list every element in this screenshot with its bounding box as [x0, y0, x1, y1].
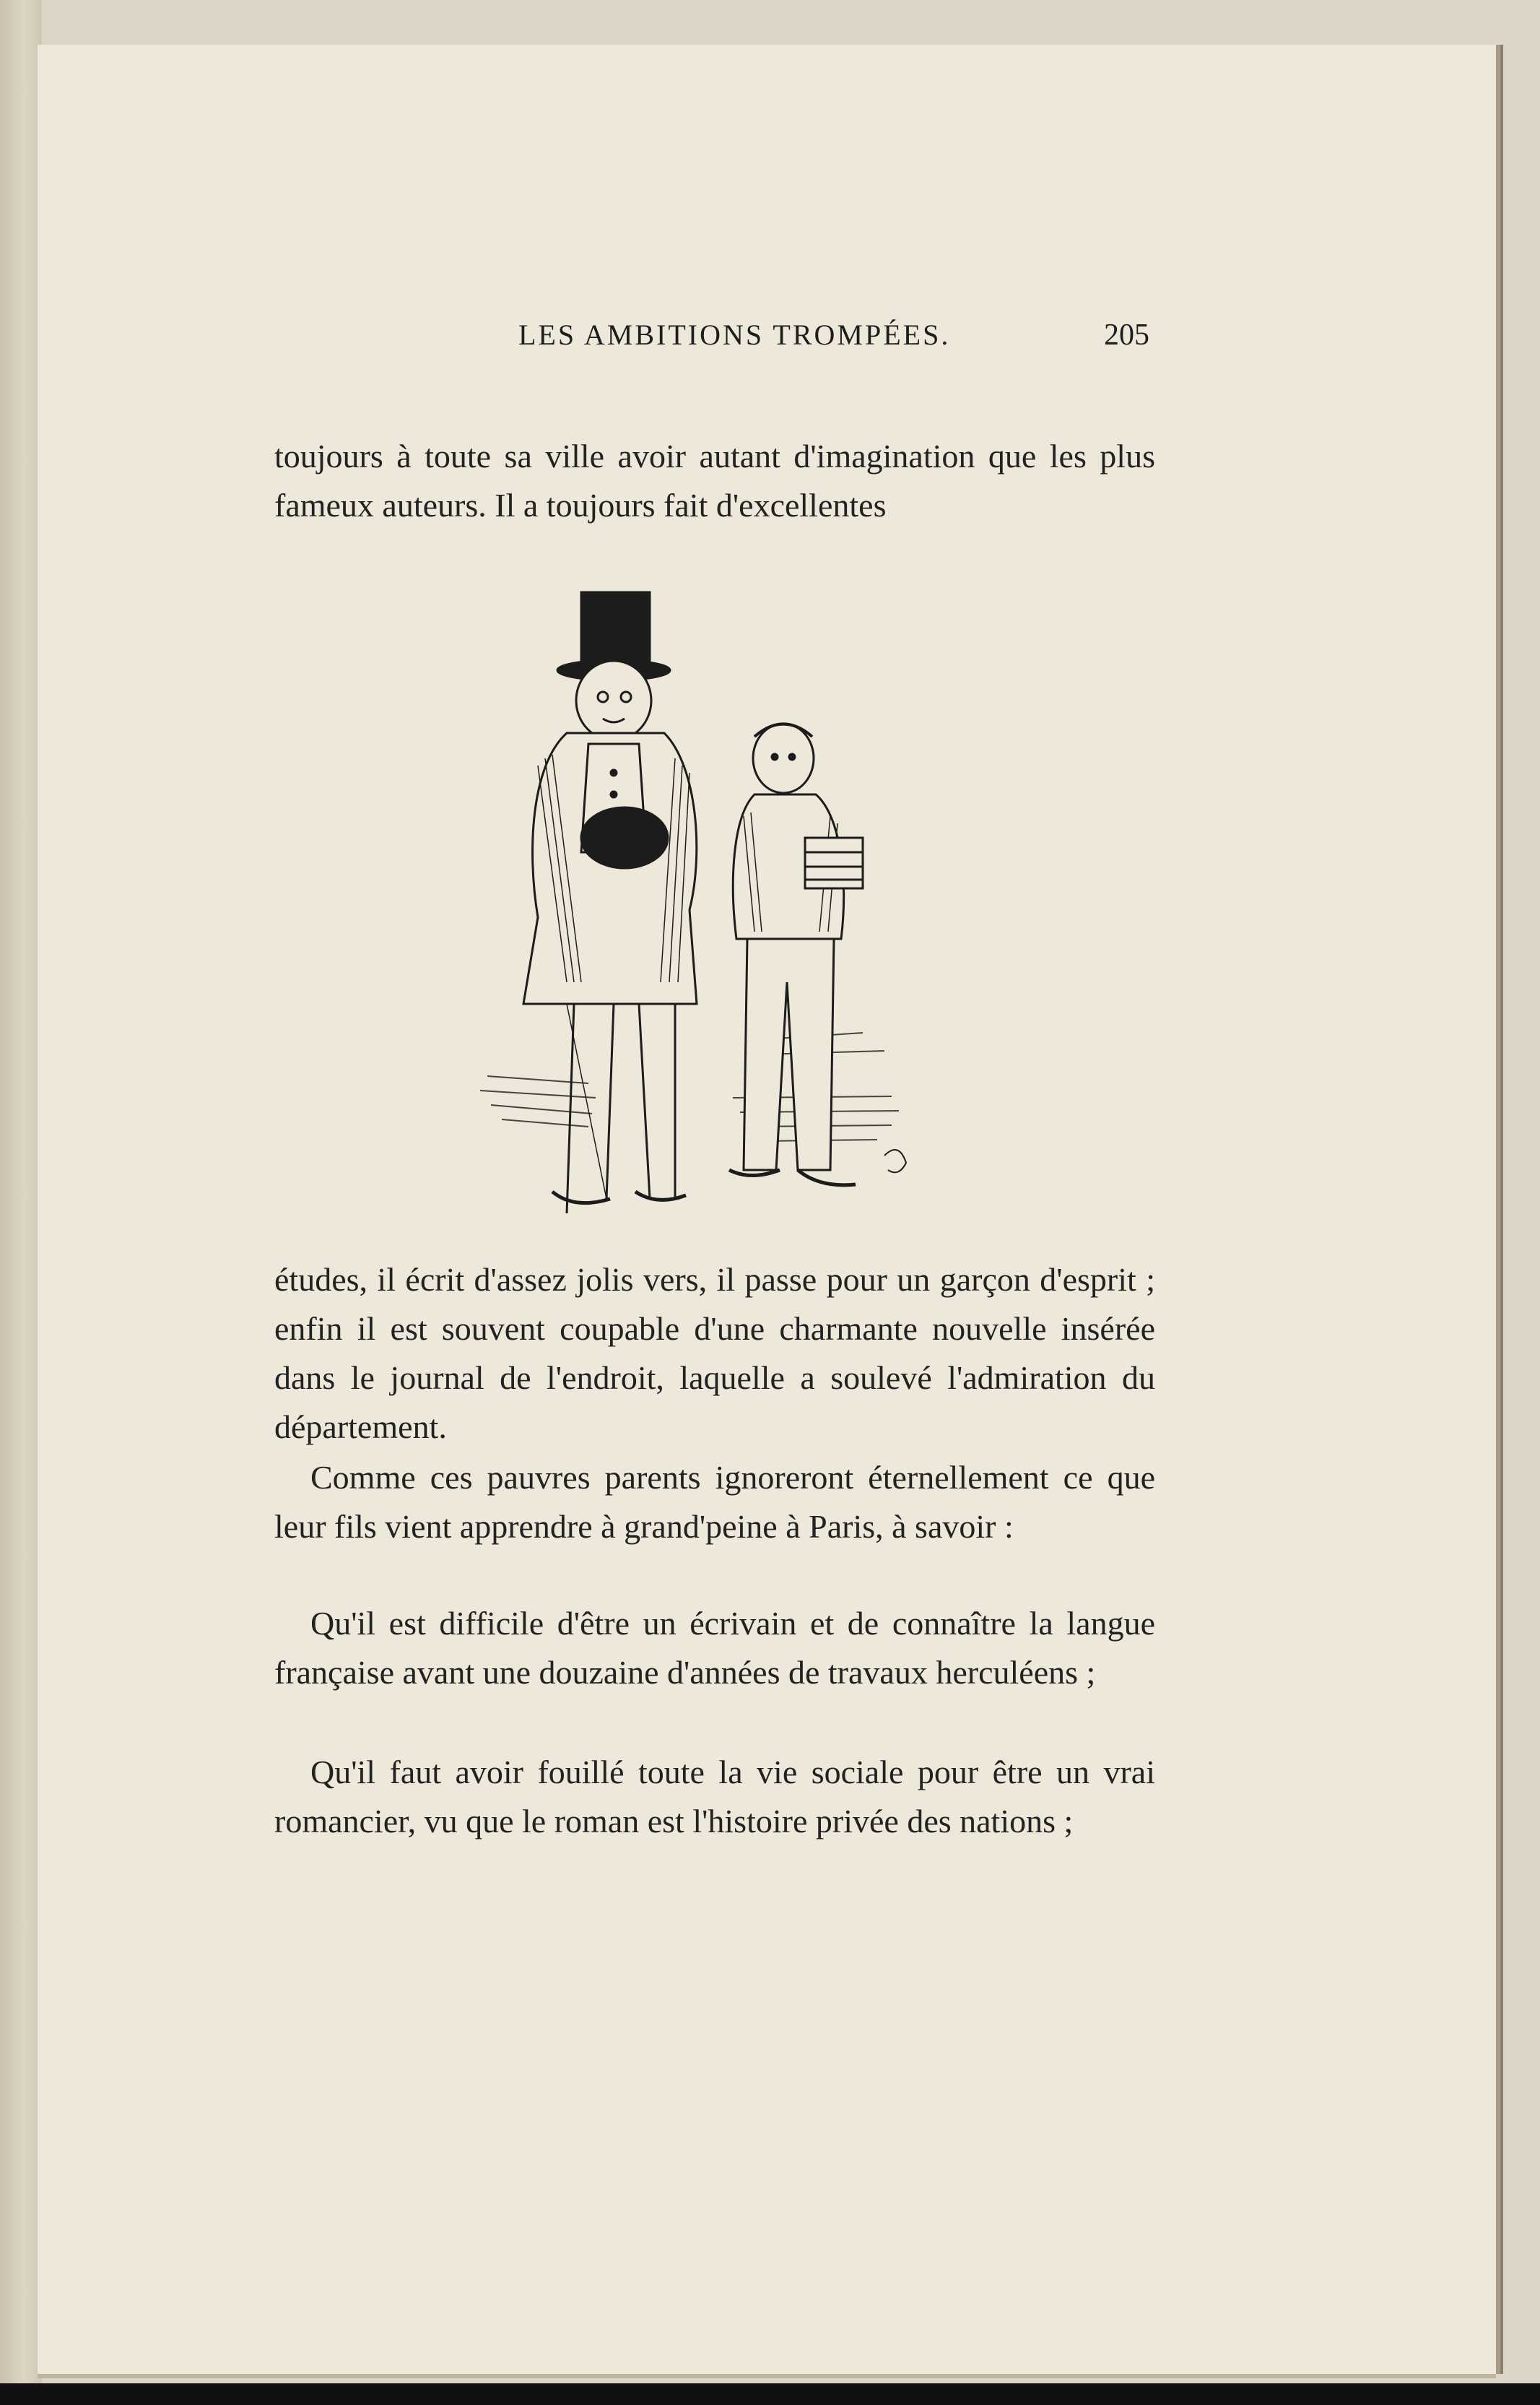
- paragraph: études, il écrit d'assez jolis vers, il passe pour un garçon d'esprit ; enfin il est souvent coupable d'une charmante nouvelle insérée dans le journal de l'endroit, laquelle a soulevé l'admiration du département.: [274, 1261, 1155, 1445]
- running-head: [269, 318, 1149, 376]
- paragraph: toujours à toute sa ville avoir autant d'imagination que les plus fameux auteurs. Il a toujours fait d'excellentes: [274, 438, 1155, 524]
- book-gutter: [0, 0, 42, 2405]
- paragraph: Qu'il faut avoir fouillé toute la vie sociale pour être un vrai romancier, vu que le roman est l'histoire privée des nations ;: [274, 1754, 1155, 1840]
- paragraph: Comme ces pauvres parents ignoreront éternellement ce que leur fils vient apprendre à grand'peine à Paris, à savoir :: [274, 1459, 1155, 1545]
- engraving-father-and-son: [458, 578, 957, 1213]
- scan-border: [0, 2383, 1540, 2405]
- chapter-title: LES AMBITIONS TROMPÉES.: [518, 318, 951, 351]
- paragraph: Qu'il est difficile d'être un écrivain et de connaître la langue française avant une douzaine d'années de travaux herculéens ;: [274, 1605, 1155, 1691]
- page-number: 205: [1104, 318, 1149, 352]
